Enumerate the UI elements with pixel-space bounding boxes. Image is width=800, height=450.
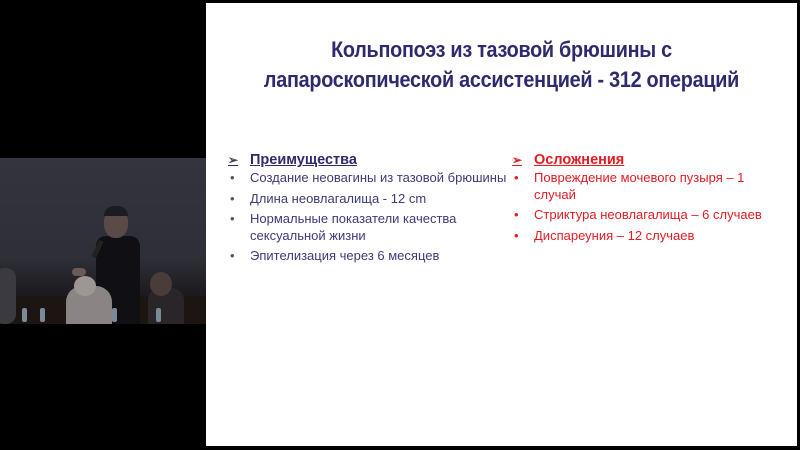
complications-heading-text: Осложнения — [534, 152, 625, 168]
audience-member-left — [0, 268, 16, 324]
list-item: • Создание неовагины из тазовой брюшины — [230, 170, 507, 185]
list-item: • Нормальные показатели качества сексуальной жизни — [230, 211, 457, 243]
advantages-column — [228, 150, 508, 269]
bullet-icon: • — [230, 248, 235, 263]
bullet-icon: • — [230, 170, 235, 185]
water-bottle — [22, 308, 27, 322]
complications-list — [512, 170, 782, 244]
slide-title — [236, 35, 768, 95]
speaker-video-inset — [0, 158, 206, 324]
bullet-icon: • — [514, 170, 519, 185]
arrow-bullet-icon: ➢ — [228, 153, 239, 167]
presentation-slide — [206, 3, 797, 446]
arrow-bullet-icon: ➢ — [512, 153, 523, 167]
advantages-heading-text: Преимущества — [250, 152, 357, 168]
bullet-icon: • — [514, 207, 519, 222]
audience-member-right-head — [150, 272, 172, 296]
water-bottle — [40, 308, 45, 322]
list-item: • Длина неовлагалища - 12 cm — [230, 190, 427, 206]
list-item: • Стриктура неовлагалища – 6 случаев — [514, 207, 762, 222]
speaker-hair — [104, 206, 128, 216]
slide-title-line-2: лапароскопической ассистенцией - 312 операций — [263, 67, 740, 92]
advantages-heading — [228, 150, 508, 170]
slide-title-line-1: Кольпопоэз из тазовой брюшины с — [331, 37, 672, 62]
complications-column — [512, 150, 782, 248]
bullet-icon: • — [230, 211, 235, 226]
speaker-hand — [72, 268, 86, 276]
complications-heading — [512, 150, 782, 170]
list-item: • Повреждение мочевого пузыря – 1 случай — [514, 170, 745, 202]
bullet-icon: • — [230, 190, 235, 206]
advantages-list — [228, 170, 508, 265]
audience-member-center-head — [74, 276, 96, 296]
water-bottle — [156, 308, 161, 322]
list-item: • Диспареуния – 12 случаев — [514, 227, 695, 243]
water-bottle — [112, 308, 117, 322]
bullet-icon: • — [514, 227, 519, 243]
list-item: • Эпителизация через 6 месяцев — [230, 248, 440, 263]
